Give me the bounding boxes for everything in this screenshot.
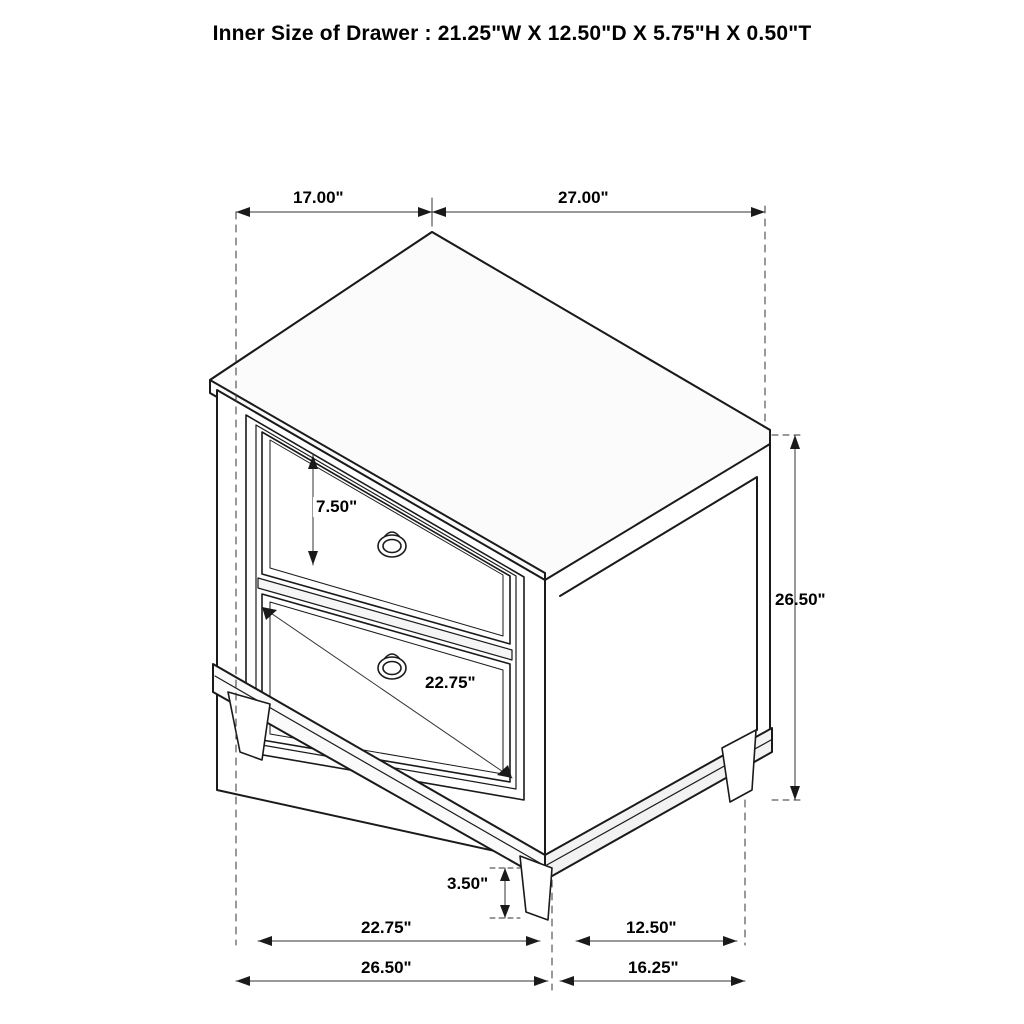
page-title: Inner Size of Drawer : 21.25"W X 12.50"D X 5.75"H X 0.50"T xyxy=(212,22,812,45)
dim-case-width-lower: 22.75" xyxy=(357,918,416,938)
dim-top-right-width: 27.00" xyxy=(558,188,609,207)
dim-case-depth-lower: 12.50" xyxy=(622,918,681,938)
dim-overall-width: 26.50" xyxy=(357,958,416,978)
dim-overall-depth: 16.25" xyxy=(624,958,683,978)
dim-drawer-front-width: 22.75" xyxy=(422,673,479,693)
dim-drawer-front-height: 7.50" xyxy=(313,497,360,517)
dim-leg-height: 3.50" xyxy=(444,874,491,894)
dim-overall-height: 26.50" xyxy=(775,590,826,609)
dim-top-left-depth: 17.00" xyxy=(293,188,344,207)
